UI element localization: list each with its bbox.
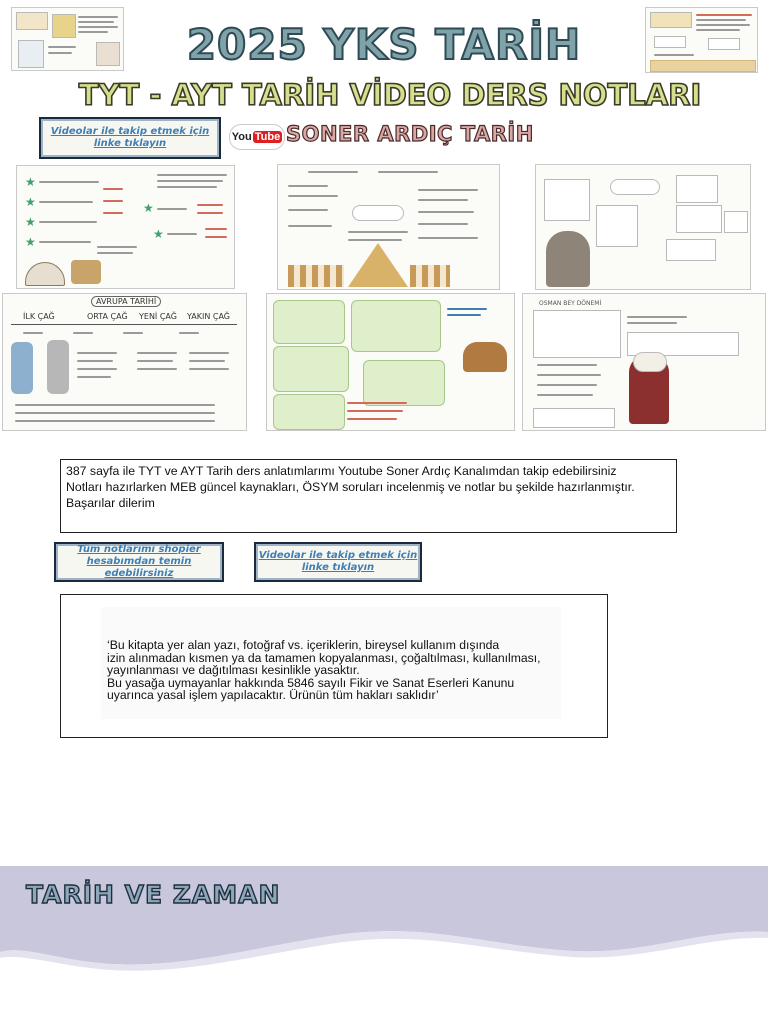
section-title: TARİH VE ZAMAN (26, 880, 281, 909)
info-line-2: Notları hazırlarken MEB güncel kaynakları, ÖSYM soruları incelenmiş ve notlar bu şekilde hazırlanmıştır. (66, 480, 635, 494)
page-title: 2025 YKS TARİH (186, 20, 582, 69)
legal-line-1: ‘Bu kitapta yer alan yazı, fotoğraf vs. içeriklerin, bireysel kullanım dışında (107, 638, 500, 652)
page-subtitle: TYT - AYT TARİH VİDEO DERS NOTLARI (78, 78, 702, 112)
note-thumbnail-caliphates[interactable] (266, 293, 515, 431)
star-icon: ★ (25, 215, 36, 229)
knight-illustration (11, 342, 33, 394)
camel-illustration (463, 342, 507, 372)
legal-line-2: izin alınmadan kısmen ya da tamamen kopyalanması, çoğaltılması, kullanılması, (107, 650, 541, 665)
legal-line-3: yayınlanması ve dağıtılması kesinlikle yasaktır. (107, 663, 360, 678)
egyptian-figures-illustration (288, 265, 344, 287)
star-icon: ★ (143, 201, 154, 215)
horse-riders-illustration (71, 260, 101, 284)
period-yeni-cag: YENİ ÇAĞ (139, 312, 177, 321)
youtube-channel-name[interactable]: SONER ARDIÇ TARİH (286, 122, 534, 146)
note-thumbnail-turkish-states[interactable] (16, 165, 235, 289)
period-yakin-cag: YAKIN ÇAĞ (187, 312, 230, 321)
ottoman-heading: OSMAN BEY DÖNEMİ (539, 300, 602, 307)
osman-bey-turban (633, 352, 667, 372)
corner-thumbnail-right (645, 7, 758, 73)
copyright-notice-text (107, 639, 577, 702)
legal-line-5: uyarınca yasal işlem yapılacaktır. Ürünün tüm hakları saklıdır’ (107, 688, 439, 703)
corner-thumbnail-left (11, 7, 124, 71)
note-thumbnail-europe-history[interactable] (2, 293, 247, 431)
star-icon: ★ (153, 227, 164, 241)
knight-illustration-2 (47, 340, 69, 394)
note-thumbnail-ancient-egypt[interactable] (277, 164, 500, 290)
europe-history-heading: AVRUPA TARİHİ (91, 296, 161, 307)
shopier-link-button[interactable] (54, 542, 224, 582)
youtube-logo-tube: Tube (254, 131, 281, 143)
period-ilk-cag: İLK ÇAĞ (23, 312, 55, 321)
star-icon: ★ (25, 195, 36, 209)
copyright-notice-box (60, 594, 608, 738)
pyramid-illustration (348, 243, 408, 287)
star-icon: ★ (25, 235, 36, 249)
timeline-line (11, 324, 237, 325)
shopier-link-button-label: Tüm notlarımı shopier hesabımdan temin edebilirsiniz (77, 544, 201, 579)
youtube-logo[interactable] (229, 124, 285, 150)
period-orta-cag: ORTA ÇAĞ (87, 312, 128, 321)
note-thumbnail-ottoman[interactable] (522, 293, 766, 431)
star-icon: ★ (25, 175, 36, 189)
video-link-button-top-label: Videolar ile takip etmek için linke tıklayın (50, 126, 210, 149)
video-link-button-bottom[interactable] (254, 542, 422, 582)
info-line-1: 387 sayfa ile TYT ve AYT Tarih ders anlatımlarımı Youtube Soner Ardıç Kanalımdan takip edebilirsiniz (66, 464, 617, 478)
legal-line-4: Bu yasağa uymayanlar hakkında 5846 sayılı Fikir ve Sanat Eserleri Kanunu (107, 675, 515, 690)
yurt-illustration (25, 262, 65, 286)
youtube-logo-you: You (231, 131, 252, 143)
video-link-button-top[interactable] (39, 117, 221, 159)
video-link-button-bottom-label: Videolar ile takip etmek için linke tıklayın (258, 550, 418, 573)
egyptian-figures-illustration-2 (410, 265, 450, 287)
note-thumbnail-central-asia[interactable] (535, 164, 751, 290)
warrior-illustration (546, 231, 590, 287)
info-box (60, 459, 677, 533)
info-line-3: Başarılar dilerim (66, 496, 155, 510)
